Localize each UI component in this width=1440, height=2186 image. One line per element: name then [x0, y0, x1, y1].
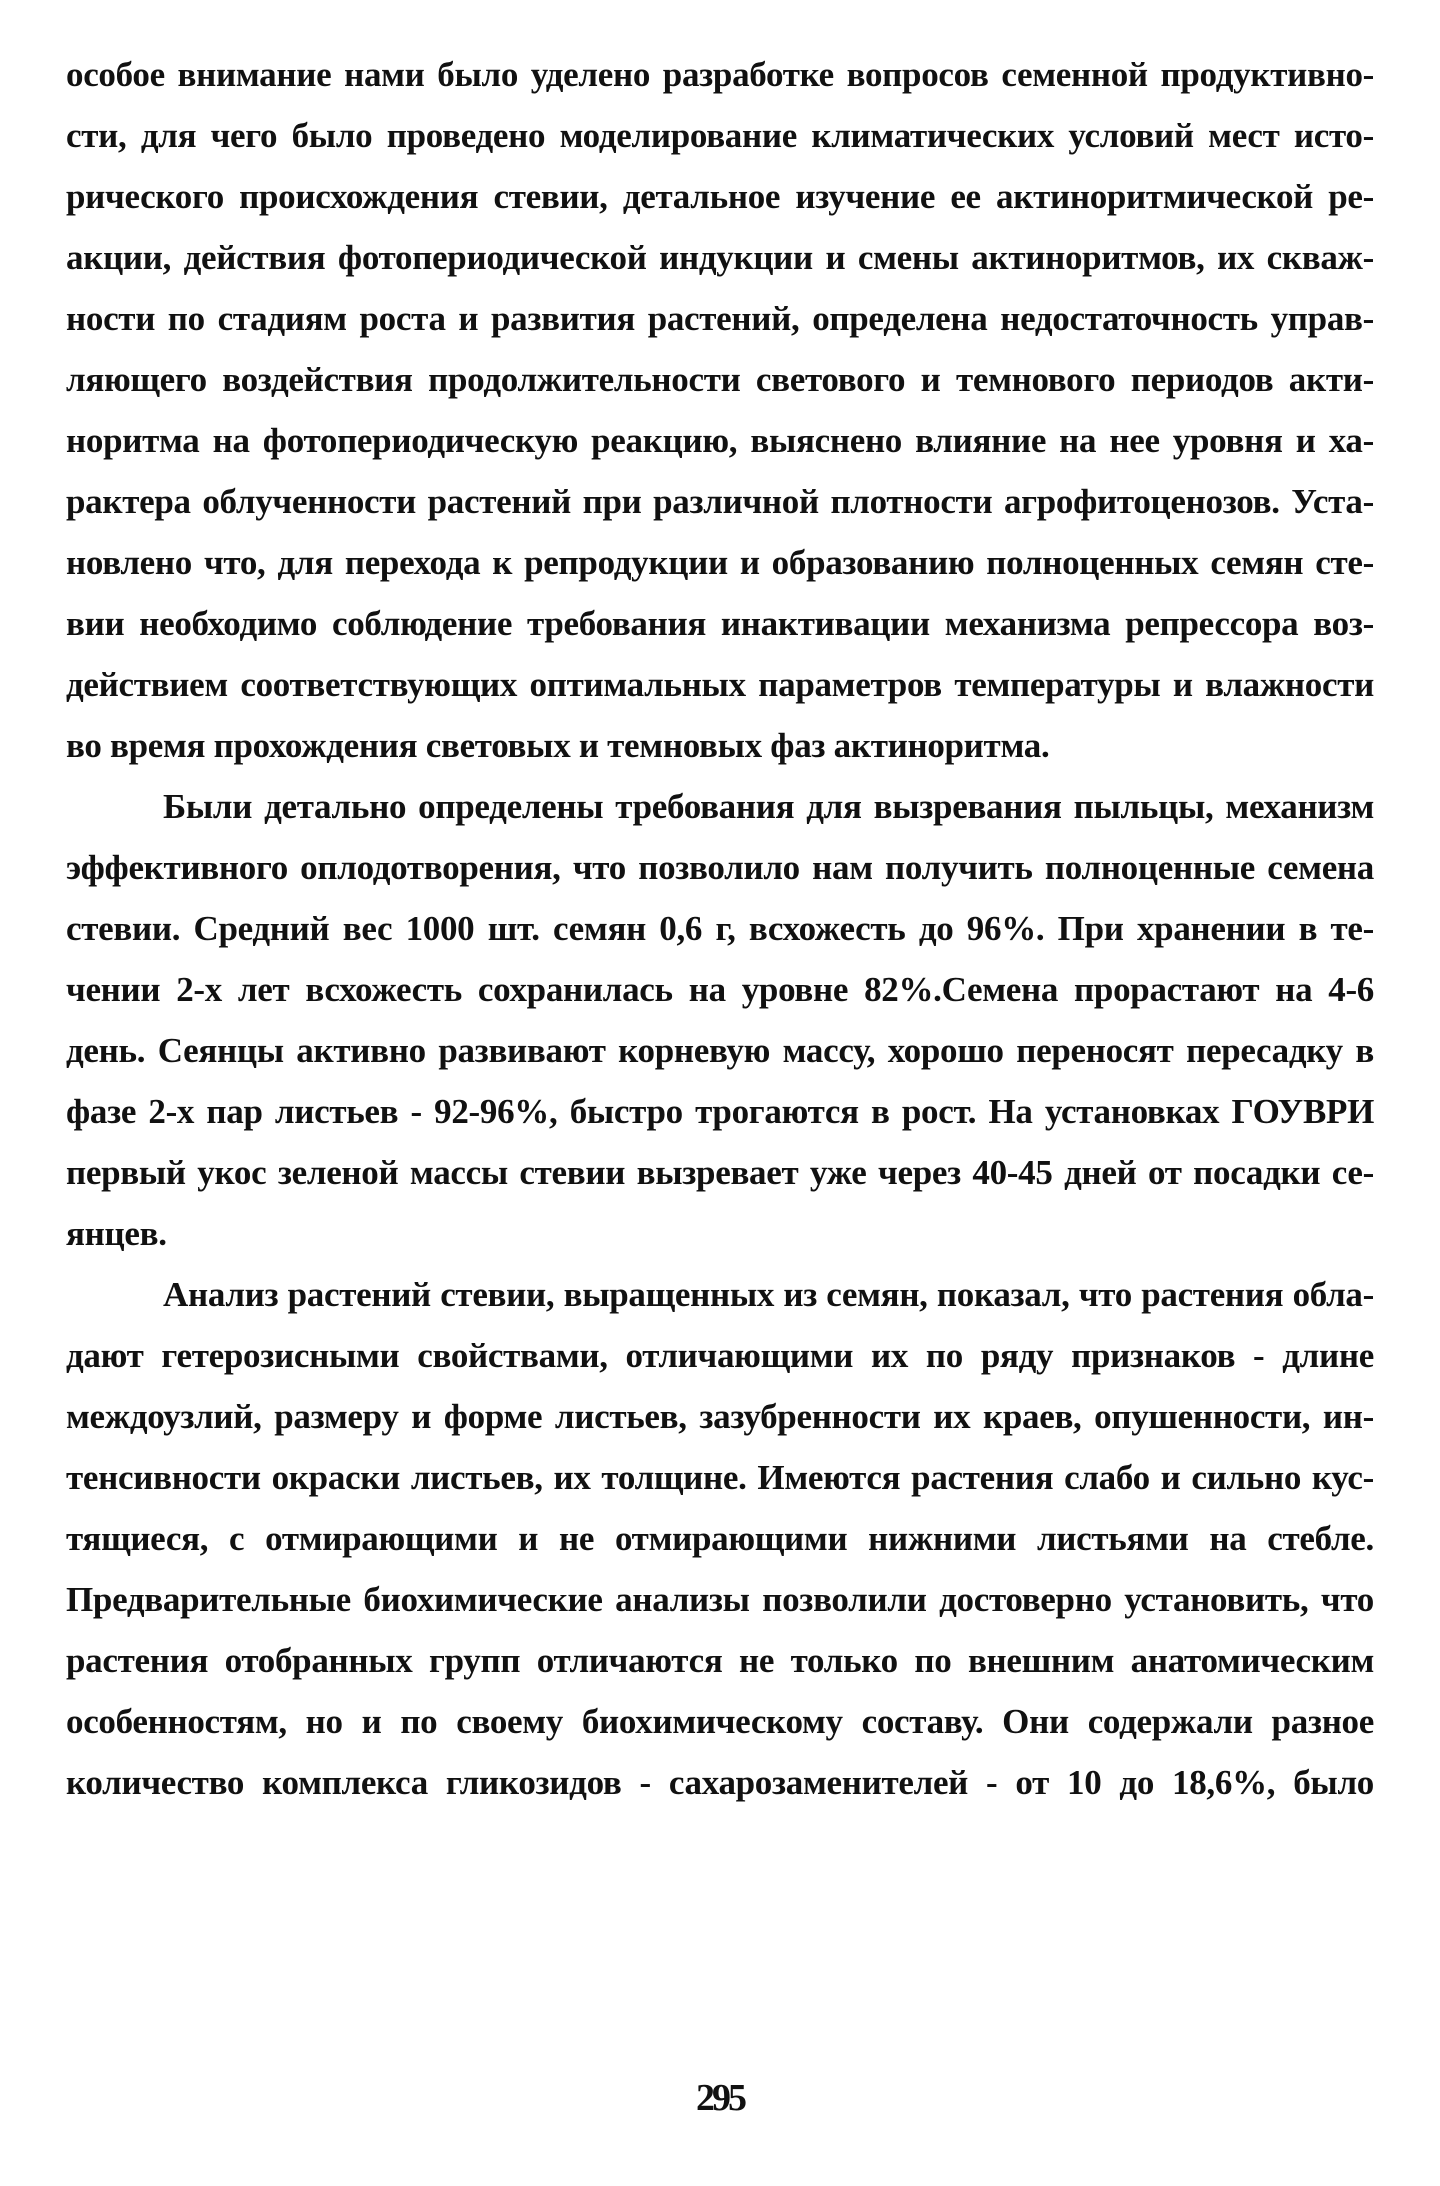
paragraph-2 [66, 776, 1374, 1264]
text-line: тящиеся, с отмирающими и не отмирающими нижними листьями на стебле. [66, 1519, 1374, 1558]
text-line: новлено что, для перехода к репродукции и образованию полноценных семян сте- [66, 543, 1374, 582]
text-line: фазе 2-х пар листьев - 92-96%, быстро трогаются в рост. На установках ГОУВРИ [66, 1092, 1374, 1131]
text-line: сти, для чего было проведено моделирование климатических условий мест исто- [66, 116, 1374, 155]
paragraph-1 [66, 44, 1374, 776]
page-number: 295 [696, 2077, 744, 2119]
text-line: стевии. Средний вес 1000 шт. семян 0,6 г, всхожесть до 96%. При хранении в те- [66, 909, 1374, 948]
text-line: рактера облученности растений при различной плотности агрофитоценозов. Уста- [66, 482, 1374, 521]
text-line: янцев. [66, 1214, 167, 1253]
text-line: тенсивности окраски листьев, их толщине. Имеются растения слабо и сильно кус- [66, 1458, 1374, 1497]
document-body [66, 44, 1374, 1813]
text-line: Были детально определены требования для вызревания пыльцы, механизм [163, 787, 1374, 826]
text-line: ности по стадиям роста и развития растений, определена недостаточность управ- [66, 299, 1374, 338]
text-line: вии необходимо соблюдение требования инактивации механизма репрессора воз- [66, 604, 1374, 643]
text-line: норитма на фотопериодическую реакцию, выяснено влияние на нее уровня и ха- [66, 421, 1374, 460]
text-line: Анализ растений стевии, выращенных из семян, показал, что растения обла- [163, 1275, 1374, 1314]
text-line: междоузлий, размеру и форме листьев, зазубренности их краев, опушенности, ин- [66, 1397, 1374, 1436]
text-line: первый укос зеленой массы стевии вызревает уже через 40-45 дней от посадки се- [66, 1153, 1374, 1192]
text-line: чении 2-х лет всхожесть сохранилась на уровне 82%.Семена прорастают на 4-6 [66, 970, 1374, 1009]
text-line: во время прохождения световых и темновых фаз актиноритма. [66, 726, 1050, 765]
text-line: рического происхождения стевии, детальное изучение ее актиноритмической ре- [66, 177, 1374, 216]
text-line: растения отобранных групп отличаются не только по внешним анатомическим [66, 1641, 1374, 1680]
text-line: дают гетерозисными свойствами, отличающими их по ряду признаков - длине [66, 1336, 1374, 1375]
text-line: эффективного оплодотворения, что позволило нам получить полноценные семена [66, 848, 1374, 887]
text-line: акции, действия фотопериодической индукции и смены актиноритмов, их скваж- [66, 238, 1374, 277]
text-line: день. Сеянцы активно развивают корневую массу, хорошо переносят пересадку в [66, 1031, 1374, 1070]
text-line: ляющего воздействия продолжительности светового и темнового периодов акти- [66, 360, 1374, 399]
text-line: количество комплекса гликозидов - сахарозаменителей - от 10 до 18,6%, было [66, 1763, 1374, 1802]
text-line: особенностям, но и по своему биохимическому составу. Они содержали разное [66, 1702, 1374, 1741]
text-line: особое внимание нами было уделено разработке вопросов семенной продуктивно- [66, 55, 1374, 94]
text-line: действием соответствующих оптимальных параметров температуры и влажности [66, 665, 1374, 704]
text-line: Предварительные биохимические анализы позволили достоверно установить, что [66, 1580, 1374, 1619]
paragraph-3 [66, 1264, 1374, 1813]
